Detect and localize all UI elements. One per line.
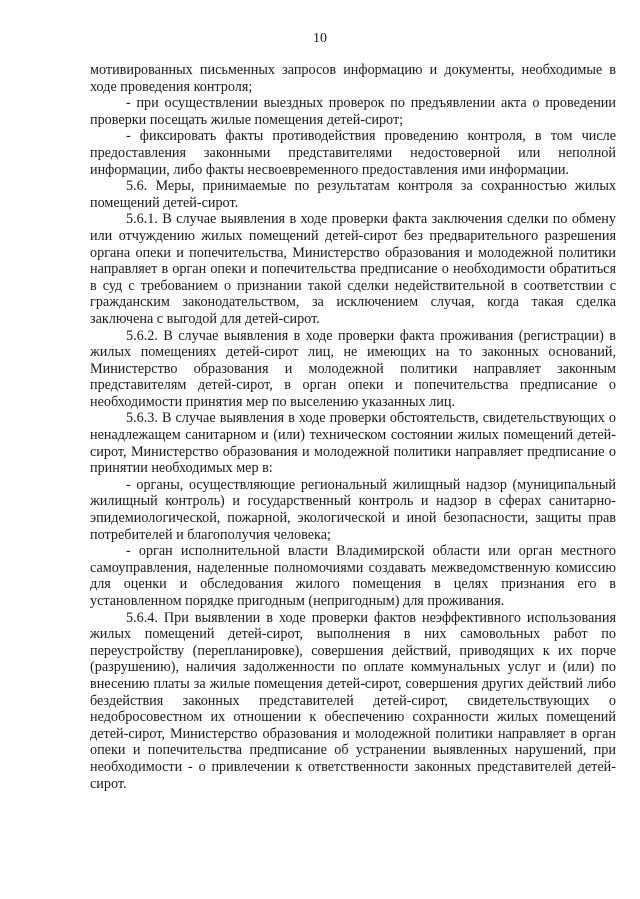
section-5-6-2: 5.6.2. В случае выявления в ходе проверки факта проживания (регистрации) в жилых помещениях детей-сирот лиц, не имеющих на то законных оснований, Министерство образования и молодежной политики направляет законным представителям детей-сирот, в орган опеки и попечительства предписание о необходимости принятия мер по выселению указанных лиц. [90, 327, 620, 410]
list-item-executive-authority: - орган исполнительной власти Владимирской области или орган местного самоуправления, наделенные полномочиями создавать межведомственную комиссию для оценки и обследования жилого помещения в целях признания его в установленном порядке пригодным (непригодным) для проживания. [90, 543, 620, 609]
paragraph-2: - при осуществлении выездных проверок по предъявлении акта о проведении проверки посещать жилые помещения детей-сирот; [90, 95, 620, 128]
section-5-6-4: 5.6.4. При выявлении в ходе проверки фактов неэффективного использования жилых помещений детей-сирот, выполнения в них самовольных работ по переустройству (перепланировке), совершения действий, приводящих к их порче (разрушению), наличия задолженности по оплате коммунальных услуг и (или) по внесению платы за жилые помещения детей-сирот, совершения других действий либо бездействия законных представителей детей-сирот, свидетельствующих о недобросовестном их отношении к обеспечению сохранности жилых помещений детей-сирот, Министерство образования и молодежной политики направляет в орган опеки и попечительства предписание об устранении выявленных нарушений, при необходимости - о привлечении к ответственности законных представителей детей-сирот. [90, 609, 620, 792]
document-body [90, 62, 620, 792]
section-5-6-3: 5.6.3. В случае выявления в ходе проверки обстоятельств, свидетельствующих о ненадлежащем санитарном и (или) техническом состоянии жилых помещений детей-сирот, Министерство образования и молодежной политики направляет предписание о принятии необходимых мер в: [90, 410, 620, 477]
list-item-supervision-bodies: - органы, осуществляющие региональный жилищный надзор (муниципальный жилищный контроль) и государственный контроль и надзор в сферах санитарно-эпидемиологической, пожарной, экологической и иной безопасности, защиты прав потребителей и благополучия человека; [90, 476, 620, 543]
page-number: 10 [313, 31, 327, 46]
section-5-6-heading: 5.6. Меры, принимаемые по результатам контроля за сохранностью жилых помещений детей-сирот. [90, 178, 620, 211]
paragraph-3: - фиксировать факты противодействия проведению контроля, в том числе предоставления законными представителями недостоверной или неполной информации, либо факты несвоевременного предоставления ими информации. [90, 128, 620, 178]
paragraph-1: мотивированных письменных запросов информацию и документы, необходимые в ходе проведения контроля; [90, 62, 620, 95]
section-5-6-1: 5.6.1. В случае выявления в ходе проверки факта заключения сделки по обмену или отчуждению жилых помещений детей-сирот без предварительного разрешения органа опеки и попечительства, Министерство образования и молодежной политики направляет в орган опеки и попечительства предписание о необходимости обратиться в суд с требованием о признании такой сделки недействительной в соответствии с гражданским законодательством, за исключением случая, когда такая сделка заключена с выгодой для детей-сирот. [90, 211, 620, 327]
